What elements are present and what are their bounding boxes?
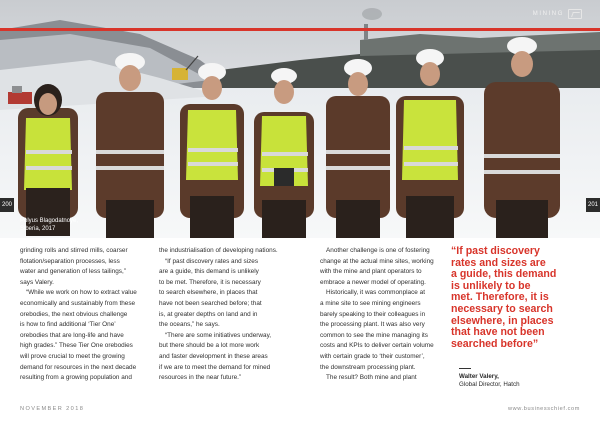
quote-line: is unlikely to be — [451, 279, 531, 292]
text-line: the downstream processing plant. — [320, 363, 416, 371]
text-line: to be met. Therefore, it is necessary — [159, 278, 261, 286]
text-line: resulting from a growing population and — [20, 374, 132, 382]
text-line: costs and KPIs to deliver certain volume — [320, 342, 434, 350]
text-line: common to see the mine managing its — [320, 331, 428, 339]
text-line: and faster development in these areas — [159, 352, 268, 360]
text-line: orebodies, the next obvious challenge — [20, 310, 128, 318]
text-line: is how to find additional ‘Tier One’ — [20, 321, 116, 329]
quote-line: a guide, this demand — [451, 268, 557, 281]
logo-icon — [568, 9, 582, 19]
quote-line: rates and sizes are — [451, 256, 546, 269]
text-line: orebodies that are long-life and have — [20, 331, 124, 339]
text-line: is, at greater depths on land and in — [159, 310, 258, 318]
text-line: The result? Both mine and plant — [326, 374, 417, 382]
text-column-3 — [320, 246, 448, 384]
text-line: “If past discovery rates and sizes — [165, 257, 259, 265]
quote-author-name: Walter Valery, — [459, 373, 499, 380]
text-line: are a guide, this demand is unlikely — [159, 268, 259, 276]
header-accent-line — [0, 28, 600, 31]
text-line: the industrialisation of developing nations. — [159, 247, 278, 254]
text-line: says Valery. — [20, 278, 54, 286]
text-line: a mine site to see mining engineers — [320, 299, 421, 307]
page-number-right: 201 — [586, 198, 600, 212]
photo-caption — [20, 218, 78, 233]
text-line: “There are some initiatives underway, — [165, 331, 272, 339]
quote-line: necessary to search — [451, 302, 553, 315]
quote-author-role: Global Director, Hatch — [459, 381, 520, 388]
quote-line: that have not been — [451, 326, 545, 339]
text-line: but there should be a lot more work — [159, 342, 260, 350]
text-line: embrace a newer model of operating. — [320, 278, 426, 286]
text-line: flotation/separation processes, less — [20, 257, 120, 265]
text-line: the processing plant. It was also very — [320, 321, 425, 329]
text-line: water and generation of less tailings,” — [20, 268, 126, 276]
quote-line: “If past discovery — [451, 245, 540, 257]
caption-line: Polyus Blagodatnoye, — [20, 218, 79, 224]
text-line: if we are to meet the demand for mined — [159, 363, 271, 371]
caption-line: Siberia, 2017 — [20, 225, 56, 232]
text-line: demand for resources in the next decade — [20, 363, 137, 371]
footer-issue-date: NOVEMBER 2018 — [20, 406, 85, 412]
text-line: Another challenge is one of fostering — [326, 247, 430, 254]
quote-line: searched before” — [451, 337, 539, 350]
pull-quote — [451, 246, 591, 350]
text-line: to search elsewhere, in places that — [159, 289, 258, 297]
quote-line: elsewhere, in places — [451, 314, 554, 327]
text-line: have not been searched before; that — [159, 299, 262, 307]
section-label: MINING — [532, 11, 564, 17]
text-line: with certain grade to ‘their customer’, — [320, 352, 425, 360]
text-line: Historically, it was commonplace at — [326, 289, 425, 297]
footer-website-link[interactable]: www.businesschief.com — [508, 406, 580, 412]
quote-line: met. Therefore, it is — [451, 291, 549, 304]
text-line: grinding rolls and stirred mills, coarser — [20, 247, 128, 254]
text-line: barely speaking to their colleagues in — [320, 310, 426, 318]
text-line: economically and sustainably from these — [20, 299, 136, 307]
text-line: the oceans,” he says. — [159, 321, 220, 329]
text-column-1 — [20, 246, 148, 384]
text-column-2 — [159, 246, 289, 384]
text-line: change at the actual mine sites, working — [320, 257, 434, 265]
page-number-left: 200 — [0, 198, 14, 212]
text-line: will prove crucial to meet the growing — [20, 352, 125, 360]
text-line: resources in the near future.” — [159, 374, 242, 382]
text-line: with the mine and plant operators to — [320, 268, 422, 276]
quote-divider — [459, 368, 471, 369]
text-line: “While we work on how to extract value — [26, 289, 137, 297]
text-line: high grades.” These Tier One orebodies — [20, 342, 133, 350]
